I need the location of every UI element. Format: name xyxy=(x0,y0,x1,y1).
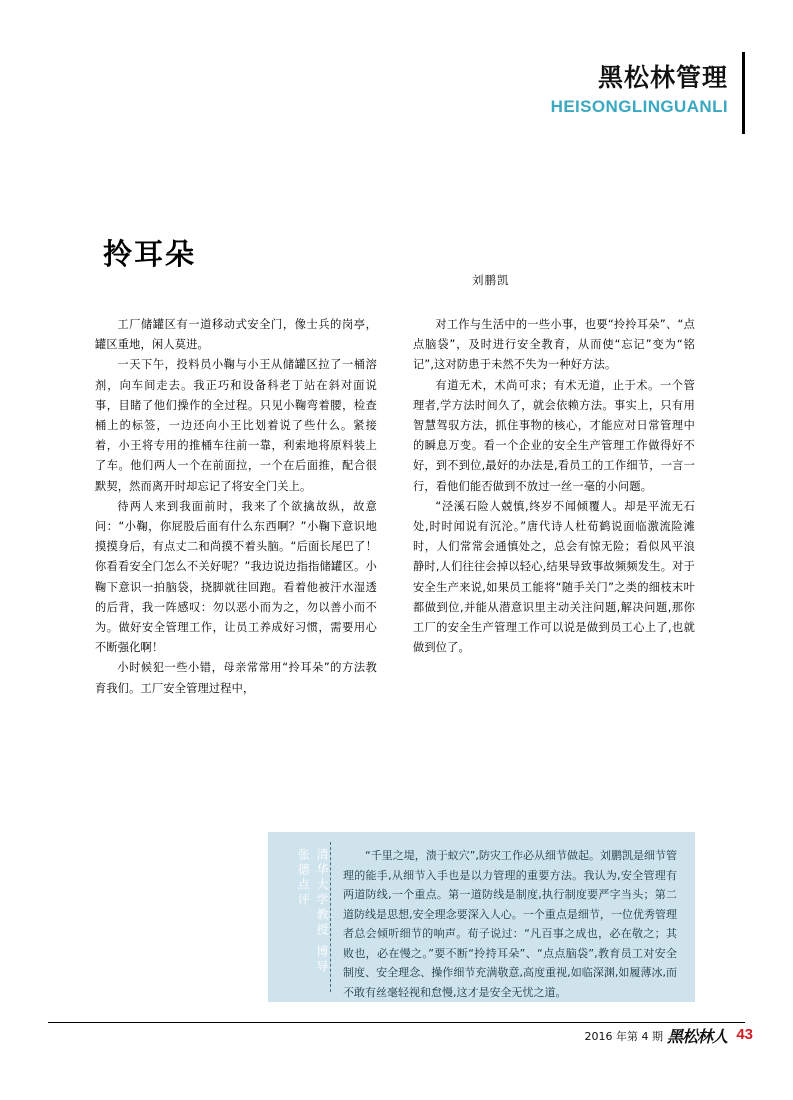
reviewer-name: 张德点评 xyxy=(296,848,311,908)
paragraph: “泾溪石险人兢慎,终岁不闻倾覆人。却是平流无石处,时时闻说有沉沦。”唐代诗人杜荀鹤说面临激流险滩时，人们常常会通慎处之，总会有惊无险；看似风平浪静时,人们往往会掉以轻心,结果导致事故频频发生。对于安全生产来说,如果员工能将“随手关门”之类的细枝末叶都做到位,并能从潜意识里主动关注问题,解决问题,那你工厂的安全生产管理工作可以说是做到员工心上了,也就做到位了。 xyxy=(413,499,695,655)
header-text-block xyxy=(551,62,742,134)
article-author: 刘鹏凯 xyxy=(472,273,510,287)
column-right xyxy=(413,315,695,699)
footer-issue: 2016 年第 4 期 xyxy=(584,1030,663,1043)
paragraph: 对工作与生活中的一些小事，也要“拎拎耳朵”、“点点脑袋”，及时进行安全教育，从而使“忘记”变为“铭记”,这对防患于未然不失为一种好方法。 xyxy=(413,318,695,372)
article-title: 拎耳朵 xyxy=(103,237,197,271)
paragraph: 小时候犯一些小错，母亲常常用“拎耳朵”的方法教育我们。工厂安全管理过程中， xyxy=(95,661,377,695)
paragraph: 一天下午，投料员小鞠与小王从储罐区拉了一桶溶剂，向车间走去。我正巧和设备科老丁站在斜对面说事，目睹了他们操作的全过程。只见小鞠弯着腰，检查桶上的标签，一边还向小王比划着说了些什么。紧接着，小王将专用的推桶车往前一靠，利索地将原料装上了车。他们两人一个在前面拉，一个在后面推，配合很默契，然而离开时却忘记了将安全门关上。 xyxy=(95,358,377,493)
comment-dashed-divider xyxy=(330,842,331,992)
page-header xyxy=(551,62,745,134)
footer-page-number: 43 xyxy=(736,1026,753,1043)
header-title-en: HEISONGLINGUANLI xyxy=(550,97,728,117)
page-footer xyxy=(0,1022,793,1048)
paragraph: 有道无术，术尚可求；有术无道，止于术。一个管理者,学方法时间久了，就会依赖方法。事实上，只有用智慧驾驭方法，抓住事物的核心，才能应对日常管理中的瞬息万变。看一个企业的安全生产管理工作做得好不好，到不到位,最好的办法是,看员工的工作细节，一言一行，看他们能否做到不放过一丝一毫的小问题。 xyxy=(413,378,695,493)
article-body xyxy=(95,315,695,699)
paragraph: 工厂储罐区有一道移动式安全门，像士兵的岗亭，罐区重地，闲人莫进。 xyxy=(95,318,377,352)
comment-text: “千里之堤，溃于蚁穴”,防灾工作必从细节做起。刘鹏凯是细节管理的能手,从细节入手也是以力管理的重要方法。我认为,安全管理有两道防线,一个重点。第一道防线是制度,执行制度要严字当头；第二道防线是思想,安全理念要深入人心。一个重点是细节，一位优秀管理者总会倾听细节的响声。荀子说过：“凡百事之成也，必在敬之；其败也，必在慢之。”要不断“拎持耳朵”、“点点脑袋”,教育员工对安全制度、安全理念、操作细节充满敬意,高度重视,如临深渊,如履薄冰,而不敢有丝毫轻视和怠慢,这才是安全无忧之道。 xyxy=(343,849,677,999)
comment-inner xyxy=(268,832,695,1002)
reviewer-title: 清华大学教授 博导 xyxy=(315,848,329,975)
reviewer-credit xyxy=(268,832,330,1002)
reviewer-comment-box xyxy=(268,832,695,1002)
header-vertical-rule xyxy=(742,52,745,134)
paragraph: 待两人来到我面前时，我来了个欲擒故纵，故意问：“小鞠，你屁股后面有什么东西啊？”小鞠下意识地摸摸身后，有点丈二和尚摸不着头脑。“后面长尾巴了！你看看安全门怎么不关好呢？”我边说边指指储罐区。小鞠下意识一拍脑袋，挠脚就往回跑。看着他被汗水湿透的后背，我一阵感叹：勿以恶小而为之，勿以善小而不为。做好安全管理工作，让员工养成好习惯，需要用心不断强化啊！ xyxy=(95,499,377,655)
footer-logo: 黑松林人 xyxy=(666,1027,727,1046)
column-left xyxy=(95,315,377,699)
header-title-cn: 黑松林管理 xyxy=(597,63,728,92)
footer-rule xyxy=(48,1022,745,1023)
